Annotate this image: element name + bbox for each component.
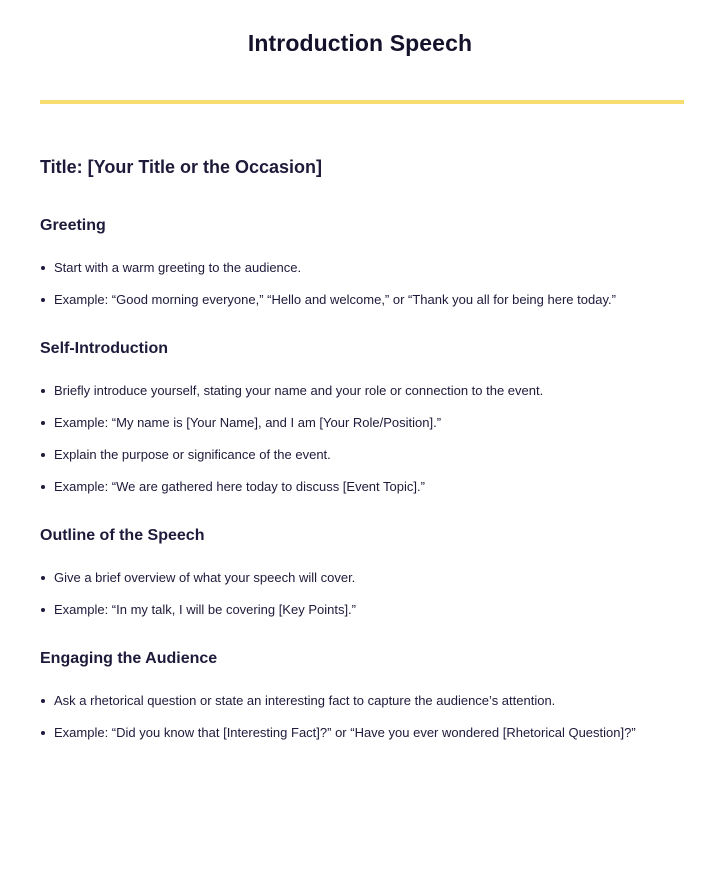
list-item [40, 256, 684, 280]
bullet-icon [41, 421, 45, 425]
page-title: Introduction Speech [247, 30, 473, 56]
list-item [40, 598, 684, 622]
list-item-text: Example: “Did you know that [Interesting Fact]?” or “Have you ever wondered [Rhetorical Question]?” [54, 725, 636, 740]
bullet-list-engaging-audience [40, 689, 684, 745]
list-item-text: Start with a warm greeting to the audience. [54, 260, 302, 275]
bullet-icon [41, 608, 45, 612]
bullet-icon [41, 266, 45, 270]
list-item-text: Example: “Good morning everyone,” “Hello and welcome,” or “Thank you all for being here today.” [54, 292, 616, 307]
list-item [40, 411, 684, 435]
bullet-list-event-purpose [40, 443, 684, 499]
section-outline [40, 525, 684, 622]
list-item-text: Example: “In my talk, I will be covering [Key Points].” [54, 602, 356, 617]
list-item-text: Briefly introduce yourself, stating your name and your role or connection to the event. [54, 383, 544, 398]
section-engaging-audience [40, 648, 684, 745]
section-heading-engaging-audience: Engaging the Audience [40, 650, 218, 667]
list-item [40, 475, 684, 499]
section-heading-self-introduction: Self-Introduction [40, 340, 168, 357]
list-item [40, 288, 684, 312]
bullet-icon [41, 699, 45, 703]
title-divider [40, 100, 684, 104]
section-greeting [40, 215, 684, 312]
bullet-icon [41, 576, 45, 580]
section-self-introduction [40, 338, 684, 499]
list-item-text: Example: “My name is [Your Name], and I am [Your Role/Position].” [54, 415, 442, 430]
list-item-text: Ask a rhetorical question or state an interesting fact to capture the audience’s attention. [54, 693, 556, 708]
bullet-icon [41, 485, 45, 489]
document-title: Title: [Your Title or the Occasion] [40, 157, 323, 177]
list-item-text: Example: “We are gathered here today to discuss [Event Topic].” [54, 479, 425, 494]
list-item-text: Explain the purpose or significance of the event. [54, 447, 331, 462]
bullet-icon [41, 389, 45, 393]
section-heading-outline: Outline of the Speech [40, 527, 205, 544]
list-item [40, 379, 684, 403]
document-body [40, 155, 684, 771]
list-item-text: Give a brief overview of what your speech will cover. [54, 570, 356, 585]
list-item [40, 721, 684, 745]
list-item [40, 689, 684, 713]
bullet-icon [41, 731, 45, 735]
bullet-list-greeting [40, 256, 684, 312]
list-item [40, 566, 684, 590]
bullet-icon [41, 453, 45, 457]
list-item [40, 443, 684, 467]
bullet-icon [41, 298, 45, 302]
section-heading-greeting: Greeting [40, 217, 106, 234]
bullet-list-self-introduction [40, 379, 684, 435]
bullet-list-outline [40, 566, 684, 622]
